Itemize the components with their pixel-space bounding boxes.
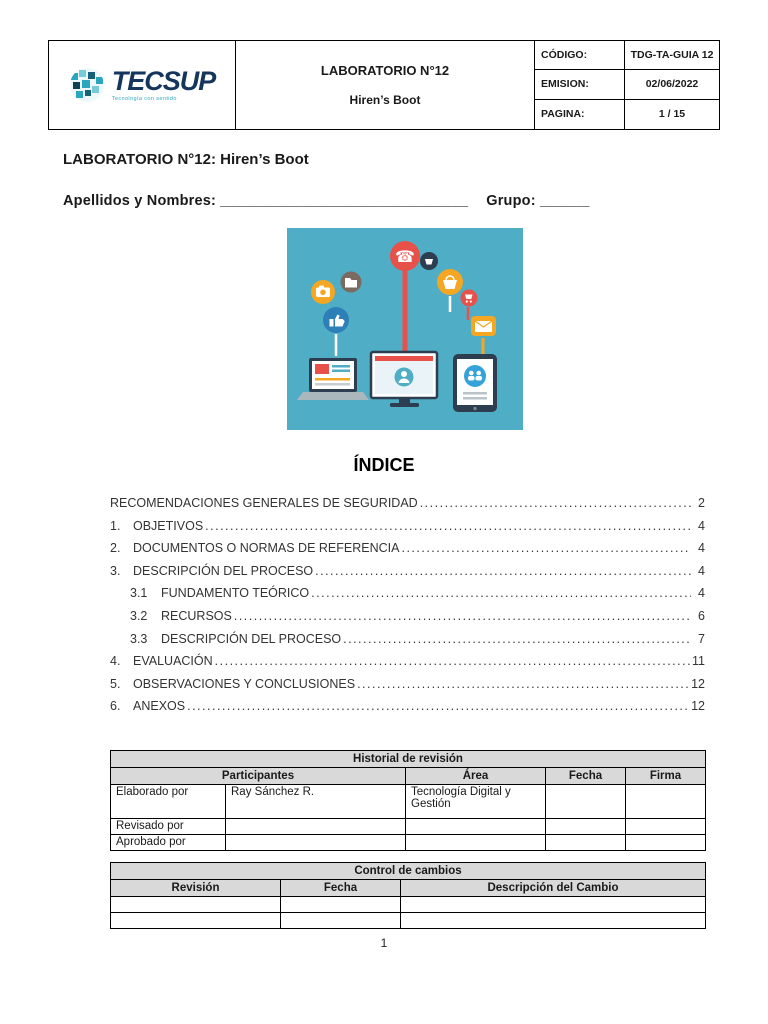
toc-dots [311, 586, 691, 600]
small-basket-icon [420, 252, 438, 270]
toc-label: EVALUACIÓN [133, 654, 213, 669]
area-cell: Tecnología Digital y Gestión [406, 785, 546, 819]
table-row [111, 819, 706, 835]
name-cell [226, 819, 406, 835]
name-cell: Ray Sánchez R. [226, 785, 406, 819]
toc-item[interactable] [110, 677, 705, 700]
toc-page: 4 [698, 518, 705, 533]
toc-page: 4 [698, 541, 705, 556]
firma-cell [626, 819, 706, 835]
tecsup-logo-icon [69, 67, 105, 103]
col-descripcion: Descripción del Cambio [401, 880, 706, 897]
toc-dots [205, 519, 691, 533]
revision-cell [111, 897, 281, 913]
tech-illustration [287, 228, 523, 430]
toc-num: 6. [110, 699, 121, 714]
svg-text:☎: ☎ [395, 247, 415, 266]
table-row [111, 785, 706, 819]
meta-label-pagina: PAGINA: [534, 100, 624, 129]
index-title: ÍNDICE [353, 455, 415, 475]
toc-num: 3.2 [130, 608, 148, 623]
toc-item[interactable] [130, 632, 705, 655]
toc-label: RECOMENDACIONES GENERALES DE SEGURIDAD [110, 496, 418, 510]
logo-tagline: Tecnología con sentido [111, 96, 177, 102]
monitor-icon [371, 352, 437, 407]
toc-dots [401, 541, 691, 555]
toc-item[interactable] [110, 564, 705, 587]
toc-page: 12 [691, 676, 705, 691]
table-row [111, 835, 706, 851]
toc-num: 2. [110, 541, 121, 556]
area-cell [406, 835, 546, 851]
revision-cell [111, 913, 281, 929]
table-row [111, 897, 706, 913]
col-fecha: Fecha [546, 768, 626, 785]
descripcion-cell [401, 897, 706, 913]
toc-label: DESCRIPCIÓN DEL PROCESO [133, 563, 314, 578]
logo-brand: TECSUP [111, 66, 216, 96]
fecha-cell [281, 897, 401, 913]
toc-dots [343, 632, 691, 646]
changes-table-title: Control de cambios [111, 863, 706, 880]
revision-table-title: Historial de revisión [111, 751, 706, 768]
toc-page: 2 [698, 496, 705, 510]
revision-history-table [110, 750, 706, 851]
toc-label: DESCRIPCIÓN DEL PROCESO [161, 631, 342, 646]
col-area: Área [406, 768, 546, 785]
mail-icon [471, 316, 496, 336]
toc-page: 12 [691, 699, 705, 714]
toc-page: 4 [698, 563, 705, 578]
toc-item[interactable] [110, 699, 705, 722]
table-row [111, 913, 706, 929]
page-number: 1 [380, 936, 388, 950]
header-title-line2: Hiren’s Boot [349, 93, 421, 107]
toc-num: 4. [110, 654, 121, 669]
tablet-icon [453, 354, 497, 412]
camera-icon [311, 280, 335, 304]
toc-label: ANEXOS [133, 699, 186, 714]
shopping-basket-icon [437, 269, 463, 295]
firma-cell [626, 785, 706, 819]
header-title-cell [235, 41, 534, 129]
like-icon [323, 307, 349, 333]
toc-page: 7 [698, 631, 705, 646]
toc-num: 5. [110, 676, 121, 691]
group-blank-field[interactable]: ______ [540, 193, 590, 209]
role-cell: Revisado por [111, 819, 226, 835]
toc-dots [315, 564, 691, 578]
toc-label: OBSERVACIONES Y CONCLUSIONES [133, 676, 356, 691]
meta-value-pagina: 1 / 15 [624, 100, 719, 129]
col-firma: Firma [626, 768, 706, 785]
descripcion-cell [401, 913, 706, 929]
name-blank-field[interactable]: ______________________________ [220, 193, 469, 209]
col-participantes: Participantes [111, 768, 406, 785]
meta-label-emision: EMISION: [534, 70, 624, 99]
toc-item[interactable] [110, 654, 705, 677]
meta-label-codigo: CÓDIGO: [534, 41, 624, 70]
role-cell: Aprobado por [111, 835, 226, 851]
toc-dots [187, 699, 689, 713]
toc-page: 6 [698, 608, 705, 623]
name-cell [226, 835, 406, 851]
logo-text [112, 68, 216, 102]
toc-label: FUNDAMENTO TEÓRICO [161, 586, 310, 601]
fecha-cell [281, 913, 401, 929]
meta-value-emision: 02/06/2022 [624, 70, 719, 99]
toc-label: OBJETIVOS [133, 518, 204, 533]
fecha-cell [546, 785, 626, 819]
phone-call-icon [390, 241, 420, 271]
toc-num: 3.1 [130, 586, 148, 601]
group-label: Grupo: [486, 193, 536, 209]
name-group-line [63, 193, 590, 209]
toc-page: 4 [698, 586, 705, 601]
table-of-contents [110, 496, 705, 722]
area-cell [406, 819, 546, 835]
toc-dots [215, 654, 690, 668]
toc-item[interactable] [110, 496, 705, 519]
cart-icon [461, 290, 478, 307]
toc-dots [234, 609, 691, 623]
role-cell: Elaborado por [111, 785, 226, 819]
header-table [48, 40, 720, 130]
fecha-cell [546, 835, 626, 851]
toc-item[interactable] [130, 609, 705, 632]
name-label: Apellidos y Nombres: [63, 193, 217, 209]
toc-label: DOCUMENTOS O NORMAS DE REFERENCIA [133, 541, 400, 556]
toc-page: 11 [692, 654, 705, 669]
fecha-cell [546, 819, 626, 835]
toc-item[interactable] [110, 541, 705, 564]
page-title: LABORATORIO N°12: Hiren’s Boot [63, 151, 309, 168]
toc-item[interactable] [130, 586, 705, 609]
toc-num: 1. [110, 518, 121, 533]
col-fecha: Fecha [281, 880, 401, 897]
toc-dots [420, 496, 691, 510]
col-revision: Revisión [111, 880, 281, 897]
toc-num: 3. [110, 563, 121, 578]
firma-cell [626, 835, 706, 851]
toc-item[interactable] [110, 519, 705, 542]
logo [49, 41, 235, 129]
meta-value-codigo: TDG-TA-GUIA 12 [624, 41, 719, 70]
folder-icon [341, 272, 362, 293]
toc-label: RECURSOS [161, 608, 232, 623]
toc-num: 3.3 [130, 631, 148, 646]
header-title-line1: LABORATORIO N°12 [320, 63, 450, 78]
toc-dots [357, 677, 689, 691]
change-control-table [110, 862, 706, 929]
tech-illustration-svg [287, 228, 523, 430]
